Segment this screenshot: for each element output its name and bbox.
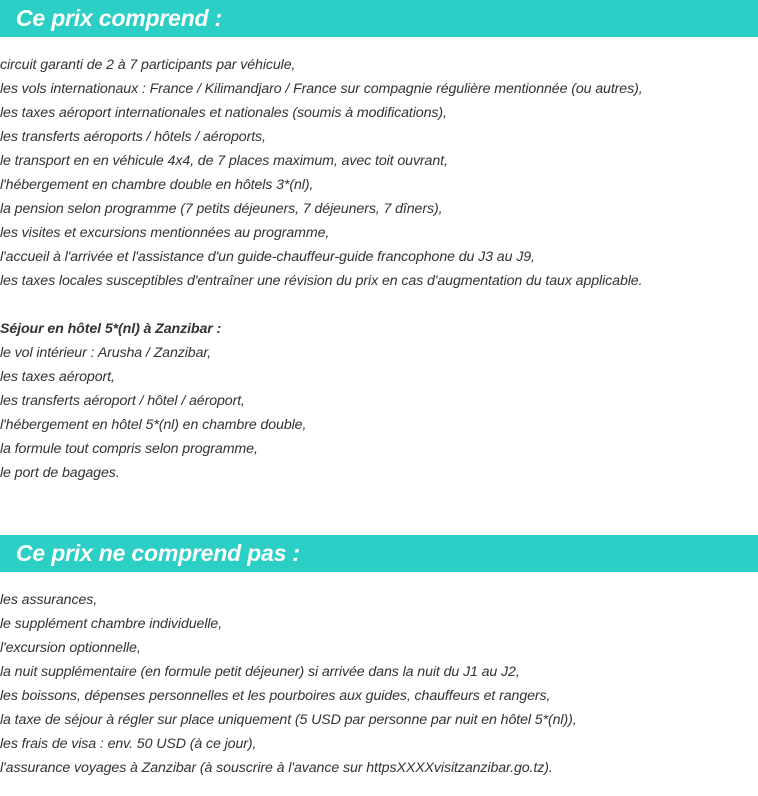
list-item: l'accueil à l'arrivée et l'assistance d'un guide-chauffeur-guide francophone du J3 au J9, (0, 249, 535, 265)
list-item: l'excursion optionnelle, (0, 640, 141, 656)
list-item: les taxes aéroport internationales et nationales (soumis à modifications), (0, 105, 447, 121)
list-item: les boissons, dépenses personnelles et les pourboires aux guides, chauffeurs et rangers, (0, 688, 551, 704)
list-item: les taxes aéroport, (0, 369, 115, 385)
list-item: les frais de visa : env. 50 USD (à ce jour), (0, 736, 257, 752)
zanzibar-heading: Séjour en hôtel 5*(nl) à Zanzibar : (0, 321, 222, 337)
list-item: le port de bagages. (0, 465, 120, 481)
list-item: l'hébergement en hôtel 5*(nl) en chambre double, (0, 417, 307, 433)
list-item: la pension selon programme (7 petits déjeuners, 7 déjeuners, 7 dîners), (0, 201, 443, 217)
excluded-list (0, 588, 577, 780)
list-item: le vol intérieur : Arusha / Zanzibar, (0, 345, 212, 361)
spacer (0, 293, 643, 317)
list-item: les transferts aéroport / hôtel / aéroport, (0, 393, 245, 409)
list-item: la nuit supplémentaire (en formule petit déjeuner) si arrivée dans la nuit du J1 au J2, (0, 664, 520, 680)
included-list (0, 53, 643, 485)
list-item: les visites et excursions mentionnées au programme, (0, 225, 330, 241)
list-item: l'hébergement en chambre double en hôtels 3*(nl), (0, 177, 314, 193)
list-item: le supplément chambre individuelle, (0, 616, 223, 632)
list-item: le transport en en véhicule 4x4, de 7 places maximum, avec toit ouvrant, (0, 153, 448, 169)
section-banner-included (0, 0, 758, 37)
list-item: l'assurance voyages à Zanzibar (à souscrire à l'avance sur httpsXXXXvisitzanzibar.go.tz). (0, 760, 553, 776)
section-title-excluded: Ce prix ne comprend pas : (16, 540, 300, 566)
list-item: les transferts aéroports / hôtels / aéroports, (0, 129, 266, 145)
section-banner-excluded (0, 535, 758, 572)
list-item: circuit garanti de 2 à 7 participants par véhicule, (0, 57, 296, 73)
list-item: la taxe de séjour à régler sur place uniquement (5 USD par personne par nuit en hôtel 5*(nl)), (0, 712, 577, 728)
list-item: les assurances, (0, 592, 98, 608)
section-title-included: Ce prix comprend : (16, 5, 222, 31)
list-item: la formule tout compris selon programme, (0, 441, 258, 457)
list-item: les vols internationaux : France / Kilimandjaro / France sur compagnie régulière mentionnée (ou autres), (0, 81, 643, 97)
list-item: les taxes locales susceptibles d'entraîner une révision du prix en cas d'augmentation du taux applicable. (0, 273, 643, 289)
